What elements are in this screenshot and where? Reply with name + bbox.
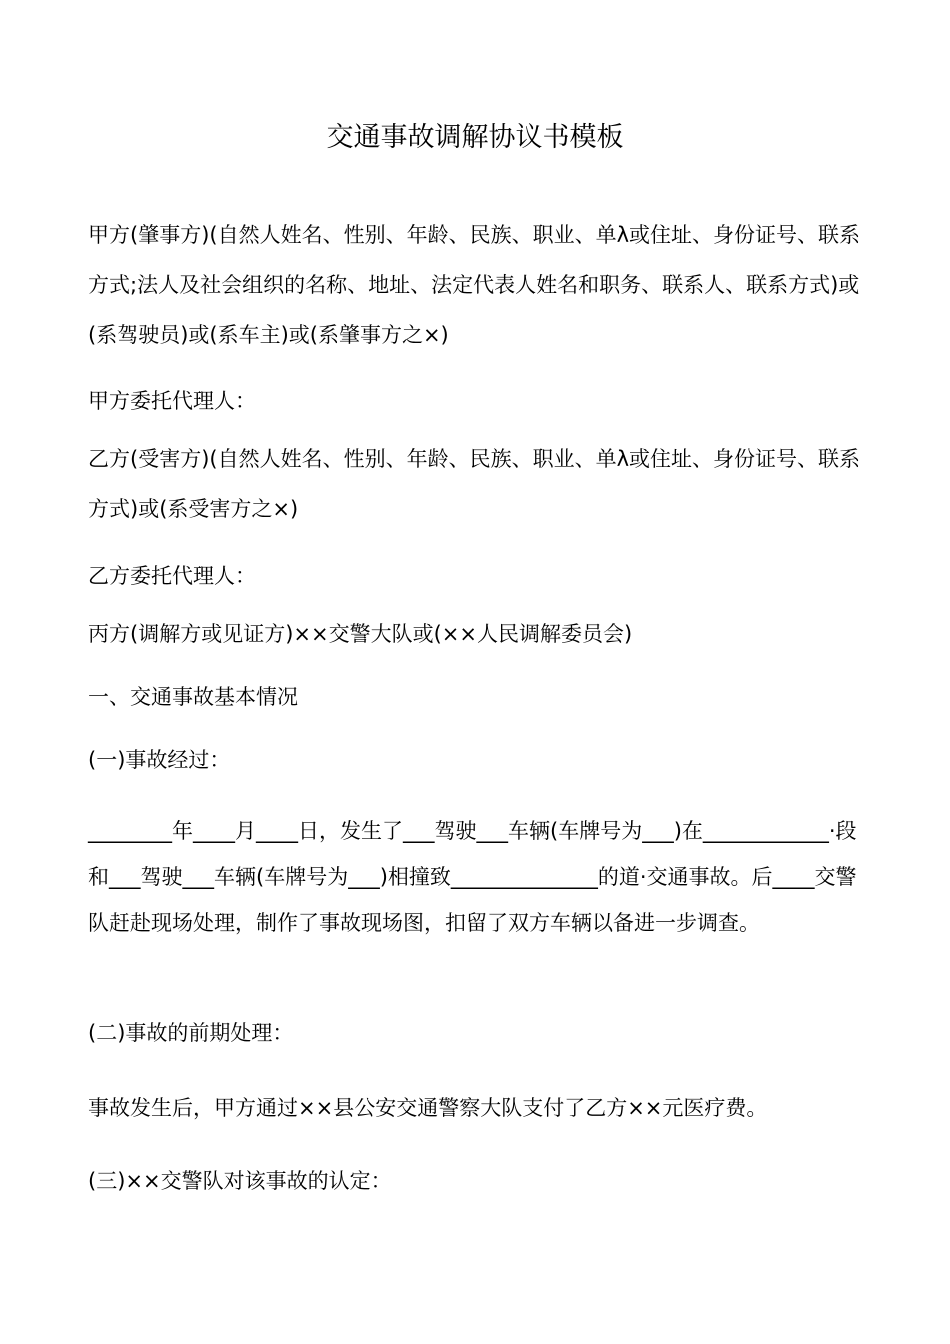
subsection-1-heading: (一)事故经过： [88, 748, 231, 772]
party-b-agent-paragraph: 乙方委托代理人： [88, 564, 256, 588]
party-a-agent-paragraph: 甲方委托代理人： [88, 389, 256, 413]
accident-process-paragraph: ________年____月____日，发生了___驾驶___车辆(车牌号为___)在____________·段和___驾驶___车辆(车牌号为___)相撞致______________的道·交通事故。后____交警队赶赴现场处理，制作了事故现场图，扣留了双方车辆以备进一步调查。 [88, 819, 857, 935]
party-c-paragraph: 丙方(调解方或见证方)××交警大队或(××人民调解委员会) [88, 622, 633, 646]
party-a-paragraph: 甲方(肇事方)(自然人姓名、性别、年龄、民族、职业、单λ或住址、身份证号、联系方式;法人及社会组织的名称、地址、法定代表人姓名和职务、联系人、联系方式)或(系驾驶员)或(系车主)或(系肇事方之×) [88, 223, 861, 347]
document-title: 交通事故调解协议书模板 [326, 122, 624, 153]
party-b-paragraph: 乙方(受害方)(自然人姓名、性别、年龄、民族、职业、单λ或住址、身份证号、联系方式)或(系受害方之×) [88, 447, 861, 521]
section-1-heading: 一、交通事故基本情况 [88, 685, 298, 709]
subsection-2-heading: (二)事故的前期处理： [88, 1021, 294, 1045]
subsection-3-heading: (三)××交警队对该事故的认定： [88, 1169, 392, 1193]
early-handling-paragraph: 事故发生后，甲方通过××县公安交通警察大队支付了乙方××元医疗费。 [88, 1096, 768, 1120]
